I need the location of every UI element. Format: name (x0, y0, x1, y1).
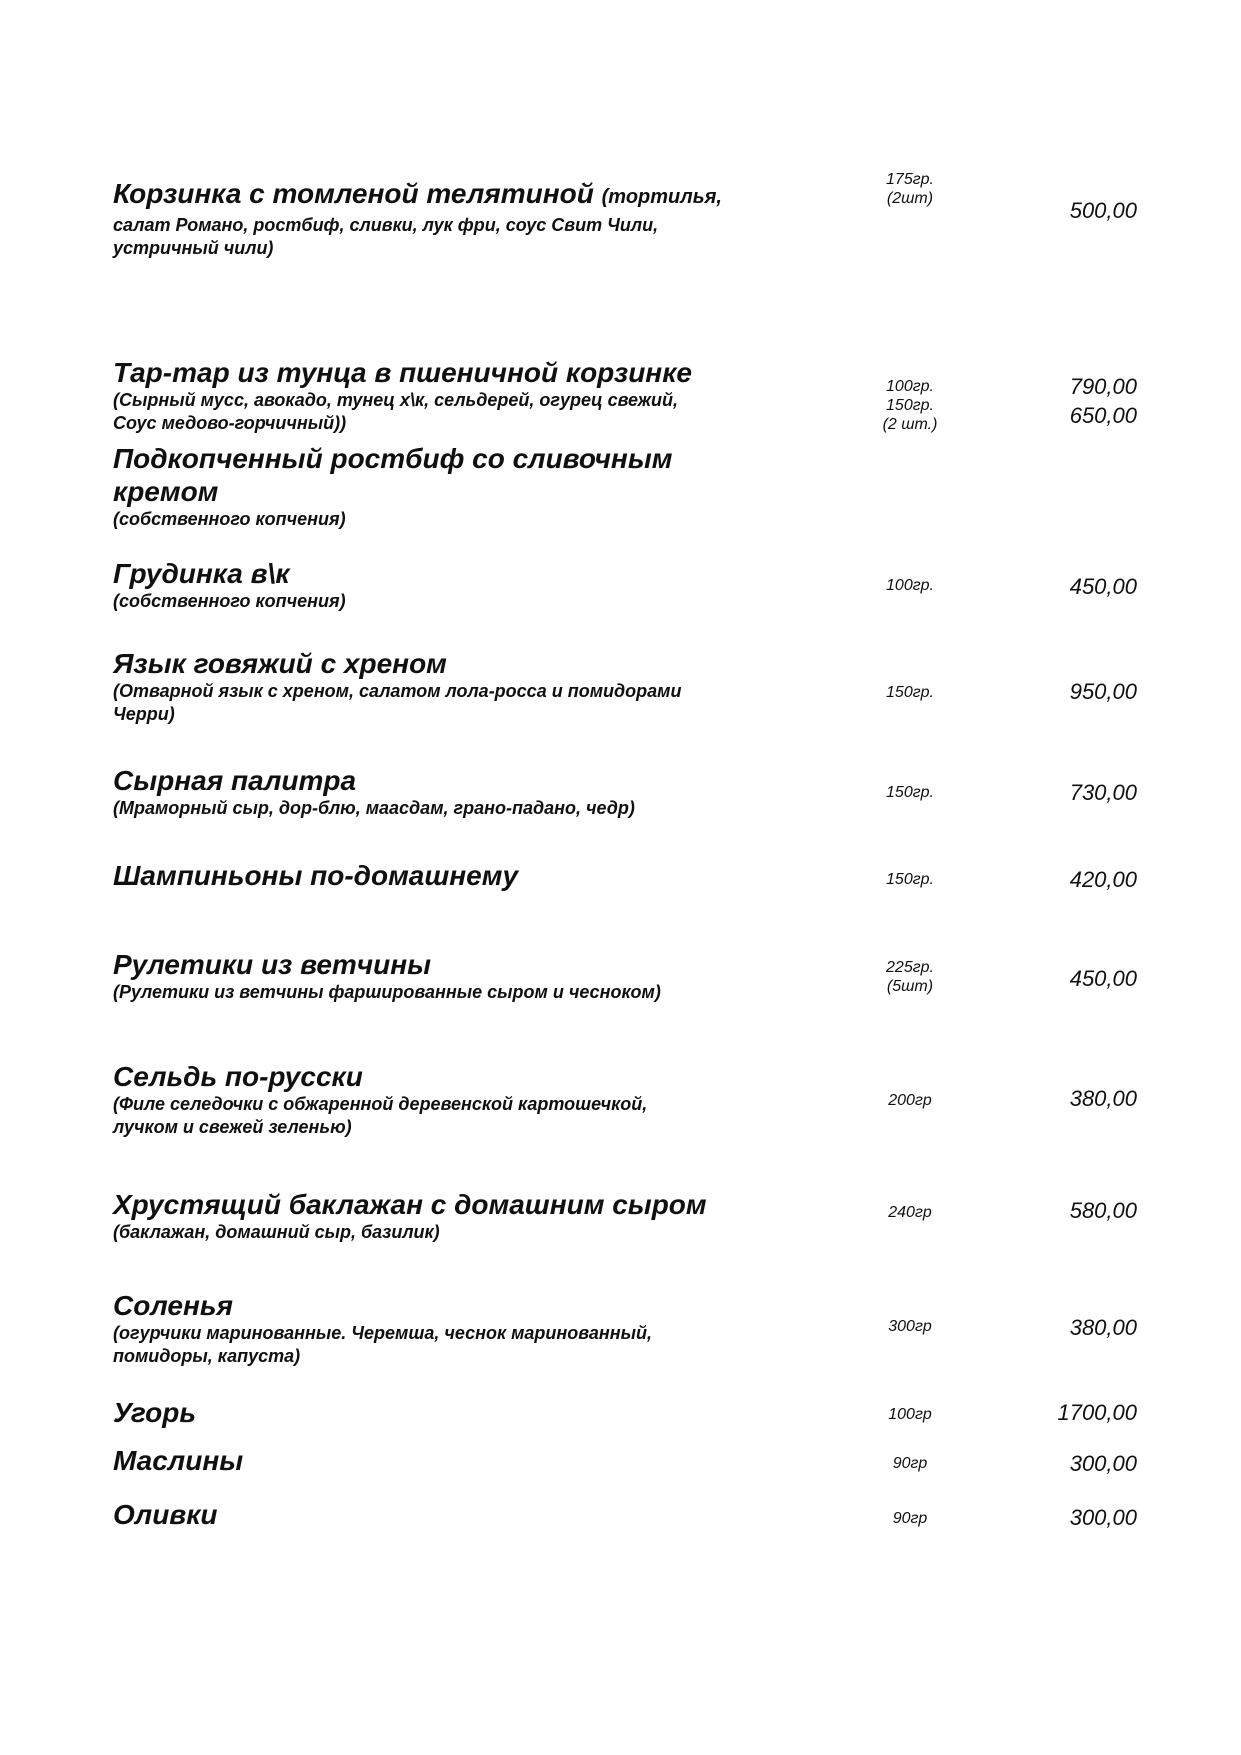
price-line: 730,00 (1069, 780, 1137, 805)
price-line: 380,00 (1069, 1315, 1137, 1340)
menu-item (113, 1289, 1137, 1368)
price-line: 650,00 (1069, 403, 1137, 428)
menu-item (113, 1396, 1137, 1429)
weight-line: 90гр (892, 1455, 928, 1472)
weight-line: 300гр (888, 1318, 932, 1335)
item-title: Сырная палитра (113, 765, 357, 796)
item-title: Маслины (113, 1445, 244, 1476)
price-line: 450,00 (1069, 966, 1137, 991)
weight-line: 90гр (892, 1510, 928, 1527)
item-weight (840, 1405, 980, 1424)
menu-item (113, 859, 1137, 894)
weight-line: 150гр. (886, 871, 934, 888)
menu-item (113, 356, 1137, 435)
item-title: Угорь (113, 1397, 196, 1428)
menu-item (113, 764, 1137, 820)
item-title: Оливки (113, 1499, 218, 1530)
item-weight (840, 1454, 980, 1473)
weight-line: (5шт) (886, 978, 934, 995)
weight-line: (2 шт.) (882, 416, 938, 433)
item-price (980, 677, 1137, 706)
item-price (980, 865, 1137, 894)
item-description: (Отварной язык с хреном, салатом лола-росса и помидорами Черри) (113, 681, 682, 724)
item-price (980, 1398, 1137, 1427)
menu-item (113, 948, 1137, 1004)
item-price (980, 1503, 1137, 1532)
weight-line: 240гр (888, 1204, 932, 1221)
item-weight (840, 870, 980, 889)
item-weight (840, 1317, 980, 1336)
item-price (980, 196, 1137, 225)
weight-line: 225гр. (886, 959, 934, 976)
menu-item (113, 1188, 1137, 1244)
item-description: (собственного копчения) (113, 591, 346, 611)
price-line: 580,00 (1069, 1198, 1137, 1223)
price-line: 1700,00 (1057, 1400, 1137, 1425)
item-description: (Филе селедочки с обжаренной деревенской картошечкой, лучком и свежей зеленью) (113, 1094, 648, 1137)
menu-item (113, 171, 1137, 260)
item-description: (собственного копчения) (113, 509, 346, 529)
menu-item (113, 442, 1137, 531)
price-line: 420,00 (1069, 867, 1137, 892)
price-line: 950,00 (1069, 679, 1137, 704)
item-title: Соленья (113, 1290, 233, 1321)
item-description: (Сырный мусс, авокадо, тунец х\к, сельдерей, огурец свежий, Соус медово-горчичный)) (113, 390, 679, 433)
item-weight (840, 783, 980, 802)
item-title: Рулетики из ветчины (113, 949, 432, 980)
price-line: 790,00 (1069, 374, 1137, 399)
item-price (980, 1313, 1137, 1342)
item-weight (840, 170, 980, 208)
weight-line: 100гр. (886, 378, 934, 395)
item-weight (840, 576, 980, 595)
item-title: Шампиньоны по-домашнему (113, 860, 519, 891)
item-title: Тар-тар из тунца в пшеничной корзинке (113, 357, 692, 388)
item-title: Сельдь по-русски (113, 1061, 363, 1092)
weight-line: 200гр (888, 1092, 932, 1109)
item-title: Подкопченный ростбиф со сливочным кремом (113, 443, 673, 507)
weight-line: 150гр. (886, 784, 934, 801)
item-title-note: (тортилья, (601, 186, 722, 208)
item-description: (Мраморный сыр, дор-блю, маасдам, грано-падано, чедр) (113, 798, 635, 818)
menu-item (113, 1060, 1137, 1139)
item-weight (840, 377, 980, 434)
menu-item (113, 647, 1137, 726)
weight-line: (2шт) (886, 190, 934, 207)
weight-line: 150гр. (886, 684, 934, 701)
menu-item (113, 1498, 1137, 1532)
price-line: 380,00 (1069, 1086, 1137, 1111)
item-title-text: Корзинка с томленой телятиной (113, 178, 594, 209)
item-description: салат Романо, ростбиф, сливки, лук фри, соус Свит Чили, устричный чили) (113, 215, 659, 258)
item-title: Язык говяжий с хреном (113, 648, 447, 679)
item-price (980, 372, 1137, 430)
item-title: Грудинка в\к (113, 558, 290, 589)
item-weight (840, 1509, 980, 1528)
item-title: Хрустящий баклажан с домашним сыром (113, 1189, 707, 1220)
price-line: 450,00 (1069, 574, 1137, 599)
weight-line: 150гр. (886, 397, 934, 414)
item-weight (840, 683, 980, 702)
item-price (980, 1449, 1137, 1478)
price-line: 300,00 (1069, 1505, 1137, 1530)
item-weight (840, 1091, 980, 1110)
item-title (113, 177, 763, 214)
menu-item (113, 557, 1137, 613)
item-price (980, 1084, 1137, 1113)
weight-line: 100гр. (886, 577, 934, 594)
item-price (980, 572, 1137, 601)
weight-line: 100гр (888, 1406, 932, 1423)
menu-item (113, 1444, 1137, 1478)
price-line: 500,00 (1069, 198, 1137, 223)
item-price (980, 964, 1137, 993)
item-weight (840, 1203, 980, 1222)
item-weight (840, 958, 980, 996)
item-price (980, 778, 1137, 807)
weight-line: 175гр. (886, 171, 934, 188)
item-description: (баклажан, домашний сыр, базилик) (113, 1222, 440, 1242)
item-description: (огурчики маринованные. Черемша, чеснок маринованный, помидоры, капуста) (113, 1323, 653, 1366)
item-description: (Рулетики из ветчины фаршированные сыром и чесноком) (113, 982, 661, 1002)
price-line: 300,00 (1069, 1451, 1137, 1476)
item-price (980, 1196, 1137, 1225)
